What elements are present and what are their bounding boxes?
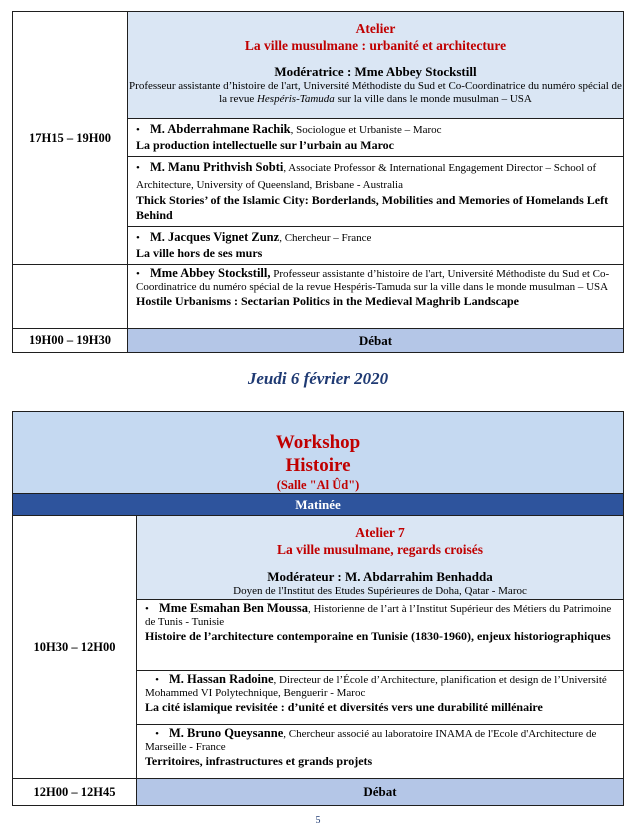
bullet-icon: • xyxy=(136,124,140,136)
speaker-affiliation: , Sociologue et Urbaniste – Maroc xyxy=(290,124,442,136)
period-label: Matinée xyxy=(13,494,624,516)
atelier-title: La ville musulmane, regards croisés xyxy=(276,542,484,557)
talk-title: Territoires, infrastructures et grands projets xyxy=(145,754,373,768)
atelier-label: Atelier xyxy=(355,21,396,36)
empty-time-cell xyxy=(13,265,128,329)
bullet-icon: • xyxy=(145,603,149,615)
speaker-affiliation: Professeur assistante d’histoire de l'art, Université Méthodiste du Sud et Co-Coordinatrice du numéro spécial de la revue Hespéris-Tamuda sur la ville dans le monde musulman – USA xyxy=(136,268,610,293)
talk-title: Hostile Urbanisms : Sectarian Politics in the Medieval Maghrib Landscape xyxy=(136,294,519,308)
talk-title: La ville hors de ses murs xyxy=(136,246,263,260)
moderator-label: Modérateur : M. Abdarrahim Benhadda xyxy=(267,569,493,584)
bullet-icon: • xyxy=(136,162,140,174)
speaker-name: M. Hassan Radoine xyxy=(169,672,274,686)
speaker-name: M. Jacques Vignet Zunz xyxy=(150,230,280,244)
speaker-name: M. Manu Prithvish Sobti xyxy=(150,160,284,174)
page-number: 5 xyxy=(315,815,321,826)
bullet-icon: • xyxy=(136,232,140,244)
schedule-table-2 xyxy=(12,411,624,806)
speaker-entry xyxy=(137,725,624,779)
session-time: 17H15 – 19H00 xyxy=(13,12,128,265)
atelier-title: La ville musulmane : urbanité et architecture xyxy=(244,38,507,53)
speaker-entry xyxy=(128,119,624,157)
speaker-affiliation: , Chercheur associé au laboratoire INAMA de l'Ecole d'Architecture de Marseille - France xyxy=(145,728,597,753)
moderator-description: Professeur assistante d’histoire de l'art, Université Méthodiste du Sud et Co-Coordinatrice du numéro spécial de la revue Hespéris-Tamuda sur la ville dans le monde musulman – USA xyxy=(129,80,622,105)
speaker-name: Mme Abbey Stockstill, xyxy=(150,266,271,280)
bullet-icon: • xyxy=(136,268,140,280)
speaker-entry xyxy=(128,227,624,265)
speaker-entry xyxy=(137,671,624,725)
speaker-affiliation: , Associate Professor & International Engagement Director – School of Architecture, University of Queensland, Brisbane - Australia xyxy=(136,162,597,191)
moderator-description: Doyen de l'Institut des Etudes Supérieures de Doha, Qatar - Maroc xyxy=(233,585,527,597)
day-heading: Jeudi 6 février 2020 xyxy=(247,369,389,388)
speaker-name: M. Bruno Queysanne xyxy=(169,726,284,740)
debate-time: 19H00 – 19H30 xyxy=(13,329,128,353)
journal-name: Hespéris-Tamuda xyxy=(256,93,335,105)
speaker-affiliation: , Directeur de l’École d’Architecture, planification et design de l’Université Mohammed VI Polytechnique, Benguerir - Maroc xyxy=(145,674,607,699)
speaker-name: Mme Esmahan Ben Moussa xyxy=(159,601,308,615)
workshop-topic: Histoire xyxy=(285,455,351,476)
workshop-label: Workshop xyxy=(275,432,361,453)
talk-title: La production intellectuelle sur l’urbain au Maroc xyxy=(136,138,395,152)
bullet-icon: • xyxy=(155,728,159,740)
bullet-icon: • xyxy=(155,674,159,686)
speaker-affiliation: , Historienne de l’art à l’Institut Supérieur des Métiers du Patrimoine de Tunis - Tunisie xyxy=(145,603,612,628)
talk-title: Thick Stories’ of the Islamic City: Borderlands, Mobilities and Memories of Homelands Left Behind xyxy=(136,193,609,222)
debate-time: 12H00 – 12H45 xyxy=(13,779,137,806)
schedule-table-1 xyxy=(12,11,624,353)
workshop-header xyxy=(13,412,624,494)
moderator-label: Modératrice : Mme Abbey Stockstill xyxy=(274,64,477,79)
session-time: 10H30 – 12H00 xyxy=(13,516,137,779)
talk-title: La cité islamique revisitée : d’unité et diversités vers une durabilité millénaire xyxy=(145,700,543,714)
speaker-affiliation: , Chercheur – France xyxy=(279,232,372,244)
speaker-name: M. Abderrahmane Rachik xyxy=(150,122,291,136)
speaker-entry xyxy=(137,600,624,671)
debate-label: Débat xyxy=(137,779,624,806)
atelier-label: Atelier 7 xyxy=(355,525,405,540)
speaker-entry xyxy=(128,157,624,227)
debate-label: Débat xyxy=(128,329,624,353)
atelier-header xyxy=(137,516,624,600)
speaker-entry xyxy=(128,265,624,329)
talk-title: Histoire de l’architecture contemporaine en Tunisie (1830-1960), enjeux historiographiques xyxy=(145,629,611,643)
atelier-header xyxy=(128,12,624,119)
room-label: (Salle "Al Ûd") xyxy=(276,478,360,492)
